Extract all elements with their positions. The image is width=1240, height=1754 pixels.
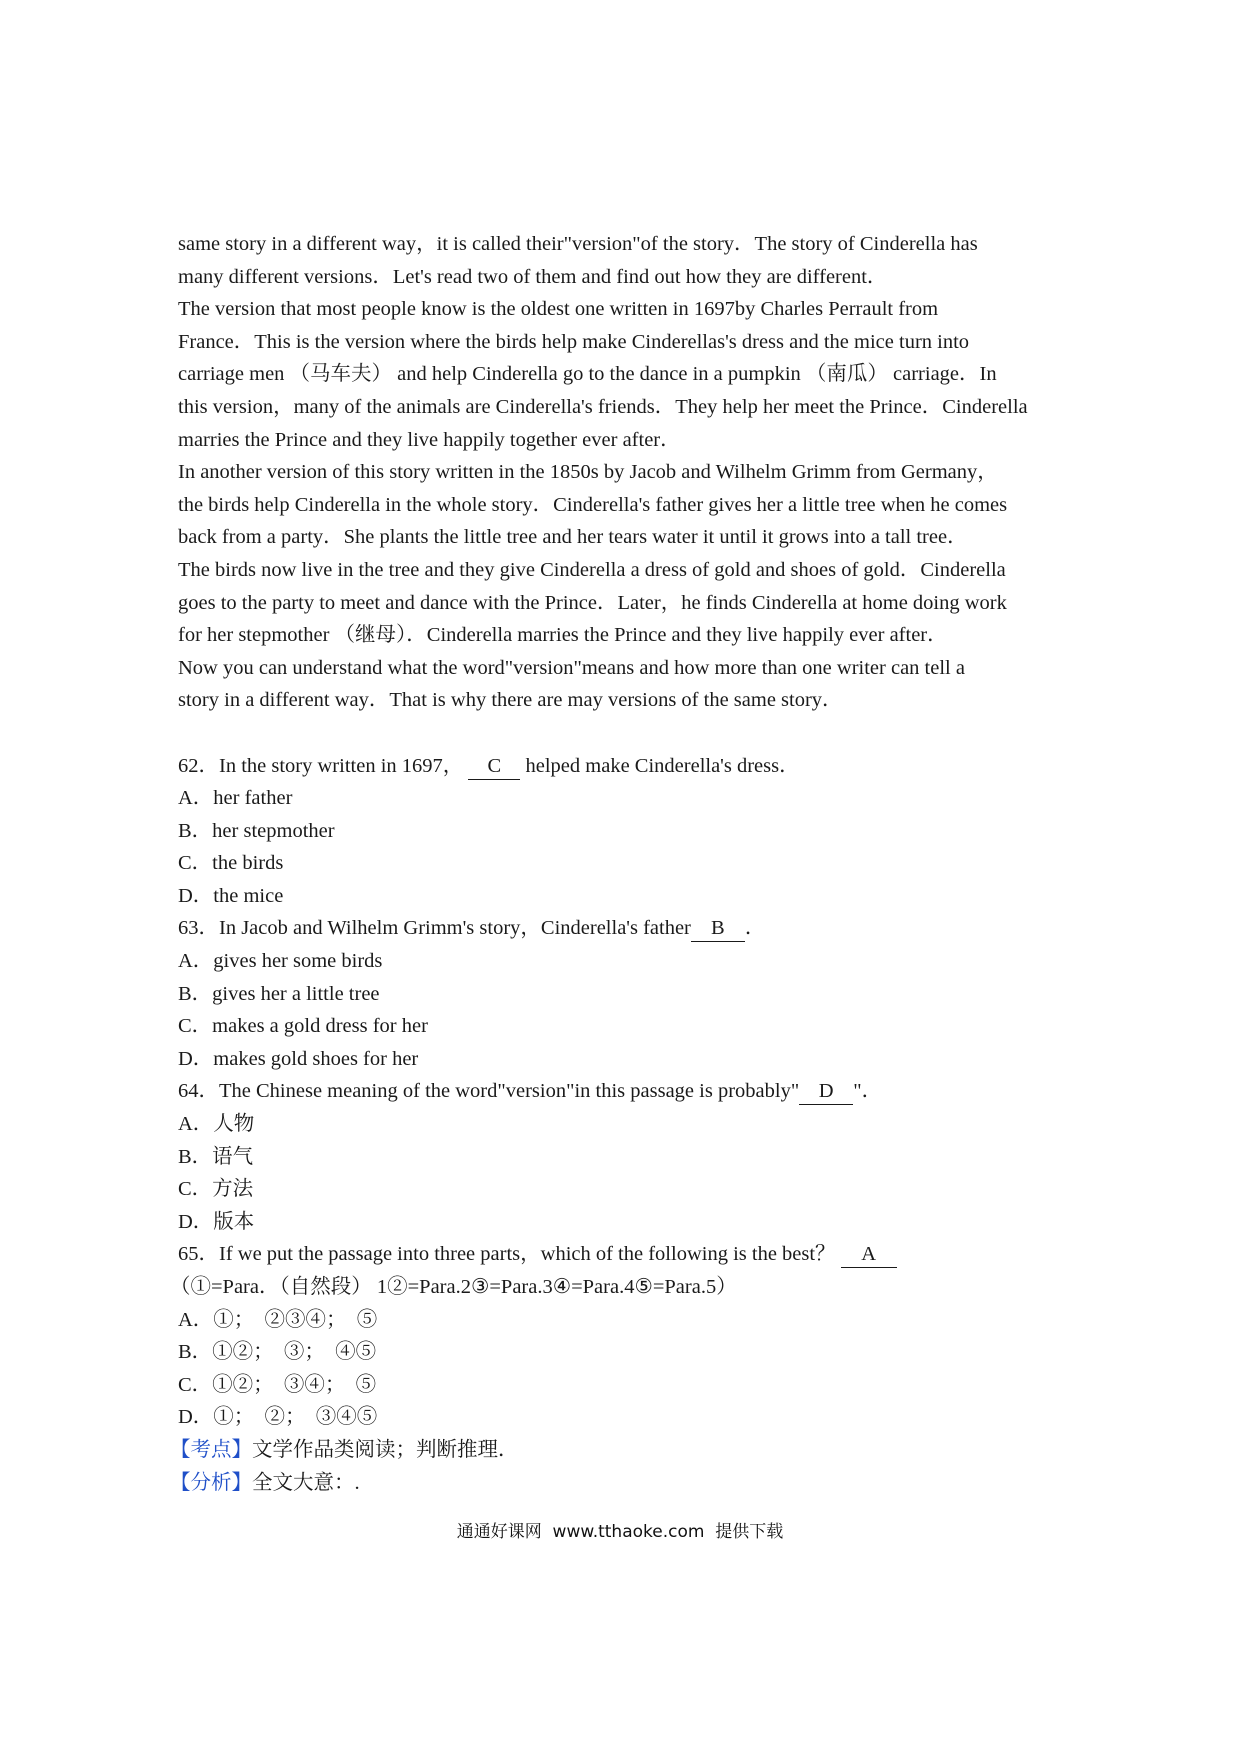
question-text: 63．In Jacob and Wilhelm Grimm's story，Cinderella's father (178, 917, 691, 940)
passage-line: In another version of this story written in the 1850s by Jacob and Wilhelm Grimm from Germany， (178, 461, 998, 484)
fenxi-text: 全文大意：. (252, 1471, 360, 1494)
question-stem (178, 912, 1078, 945)
question-text-after: ． (744, 917, 766, 940)
passage-line: The version that most people know is the oldest one written in 1697by Charles Perrault from (178, 298, 939, 321)
passage-line: same story in a different way，it is called their"version"of the story．The story of Cinderella has (178, 233, 978, 255)
question-text: 65．If we put the passage into three parts，which of the following is the best？ (178, 1243, 836, 1266)
document-content (170, 228, 1078, 1499)
option-d: D．①； ②； ③④⑤ (178, 1406, 378, 1429)
option-b: B．her stepmother (178, 819, 335, 842)
option-a: A．人物 (178, 1113, 255, 1136)
option-b: B．gives her a little tree (178, 982, 380, 1005)
option-c: C．the birds (178, 852, 284, 875)
option-a: A．her father (178, 787, 293, 810)
question-stem (178, 1238, 1078, 1271)
passage-line: back from a party．She plants the little tree and her tears water it until it grows into a tall tree． (178, 526, 968, 549)
question-text-after: helped make Cinderella's dress． (520, 754, 800, 777)
kaodian-tag: 【考点】 (170, 1438, 252, 1461)
passage-line: Now you can understand what the word"version"means and how more than one writer can tell a (178, 656, 965, 679)
option-d: D．the mice (178, 884, 284, 907)
passage-line: for her stepmother （继母）．Cinderella marries the Prince and they live happily ever after． (178, 624, 948, 647)
question-64 (178, 1075, 1078, 1238)
option-a: A．gives her some birds (178, 950, 383, 973)
section-spacer (178, 717, 1078, 750)
answer-blank: D (799, 1078, 853, 1105)
question-stem (178, 1075, 1078, 1108)
option-b: B．语气 (178, 1145, 254, 1168)
question-stem (178, 750, 1078, 783)
option-c: C．makes a gold dress for her (178, 1015, 428, 1038)
kaodian-section (170, 1434, 1078, 1467)
question-text: 62．In the story written in 1697， (178, 754, 464, 777)
question-note: （①=Para．（自然段） 1②=Para.2③=Para.3④=Para.4⑤=Para.5） (170, 1276, 737, 1298)
question-62 (178, 750, 1078, 913)
passage-line: France．This is the version where the birds help make Cinderellas's dress and the mice turn into (178, 330, 970, 353)
passage-line: goes to the party to meet and dance with the Prince．Later，he finds Cinderella at home doing work (178, 591, 1007, 614)
option-c: C．①②； ③④； ⑤ (178, 1373, 377, 1396)
option-d: D．版本 (178, 1210, 255, 1233)
option-b: B．①②； ③； ④⑤ (178, 1341, 377, 1364)
passage-line: carriage men （马车夫） and help Cinderella go to the dance in a pumpkin （南瓜） carriage．In (178, 363, 997, 386)
fenxi-section (170, 1467, 1078, 1500)
option-a: A．①； ②③④； ⑤ (178, 1308, 378, 1331)
passage-line: many different versions．Let's read two of them and find out how they are different． (178, 265, 888, 288)
question-text: 64．The Chinese meaning of the word"version"in this passage is probably" (178, 1080, 800, 1103)
passage-line: marries the Prince and they live happily together ever after． (178, 428, 681, 451)
question-text-after: "． (853, 1080, 883, 1103)
fenxi-tag: 【分析】 (170, 1471, 252, 1494)
passage-line: The birds now live in the tree and they give Cinderella a dress of gold and shoes of gold．Cinderella (178, 558, 1006, 581)
answer-blank: C (468, 753, 520, 780)
answer-blank: B (691, 915, 745, 942)
question-63 (178, 912, 1078, 1075)
question-65 (170, 1238, 1078, 1434)
kaodian-text: 文学作品类阅读；判断推理． (252, 1438, 519, 1461)
page-footer: 通通好课网 www.tthaoke.com 提供下载 (456, 1522, 784, 1542)
answer-blank: A (841, 1241, 897, 1268)
passage-line: story in a different way．That is why there are may versions of the same story． (178, 689, 843, 712)
reading-passage (178, 228, 1078, 717)
passage-line: this version，many of the animals are Cinderella's friends．They help her meet the Prince．Cinderella (178, 395, 1028, 418)
option-d: D．makes gold shoes for her (178, 1047, 419, 1070)
option-c: C．方法 (178, 1178, 254, 1201)
passage-line: the birds help Cinderella in the whole story．Cinderella's father gives her a little tree when he comes (178, 493, 1008, 516)
